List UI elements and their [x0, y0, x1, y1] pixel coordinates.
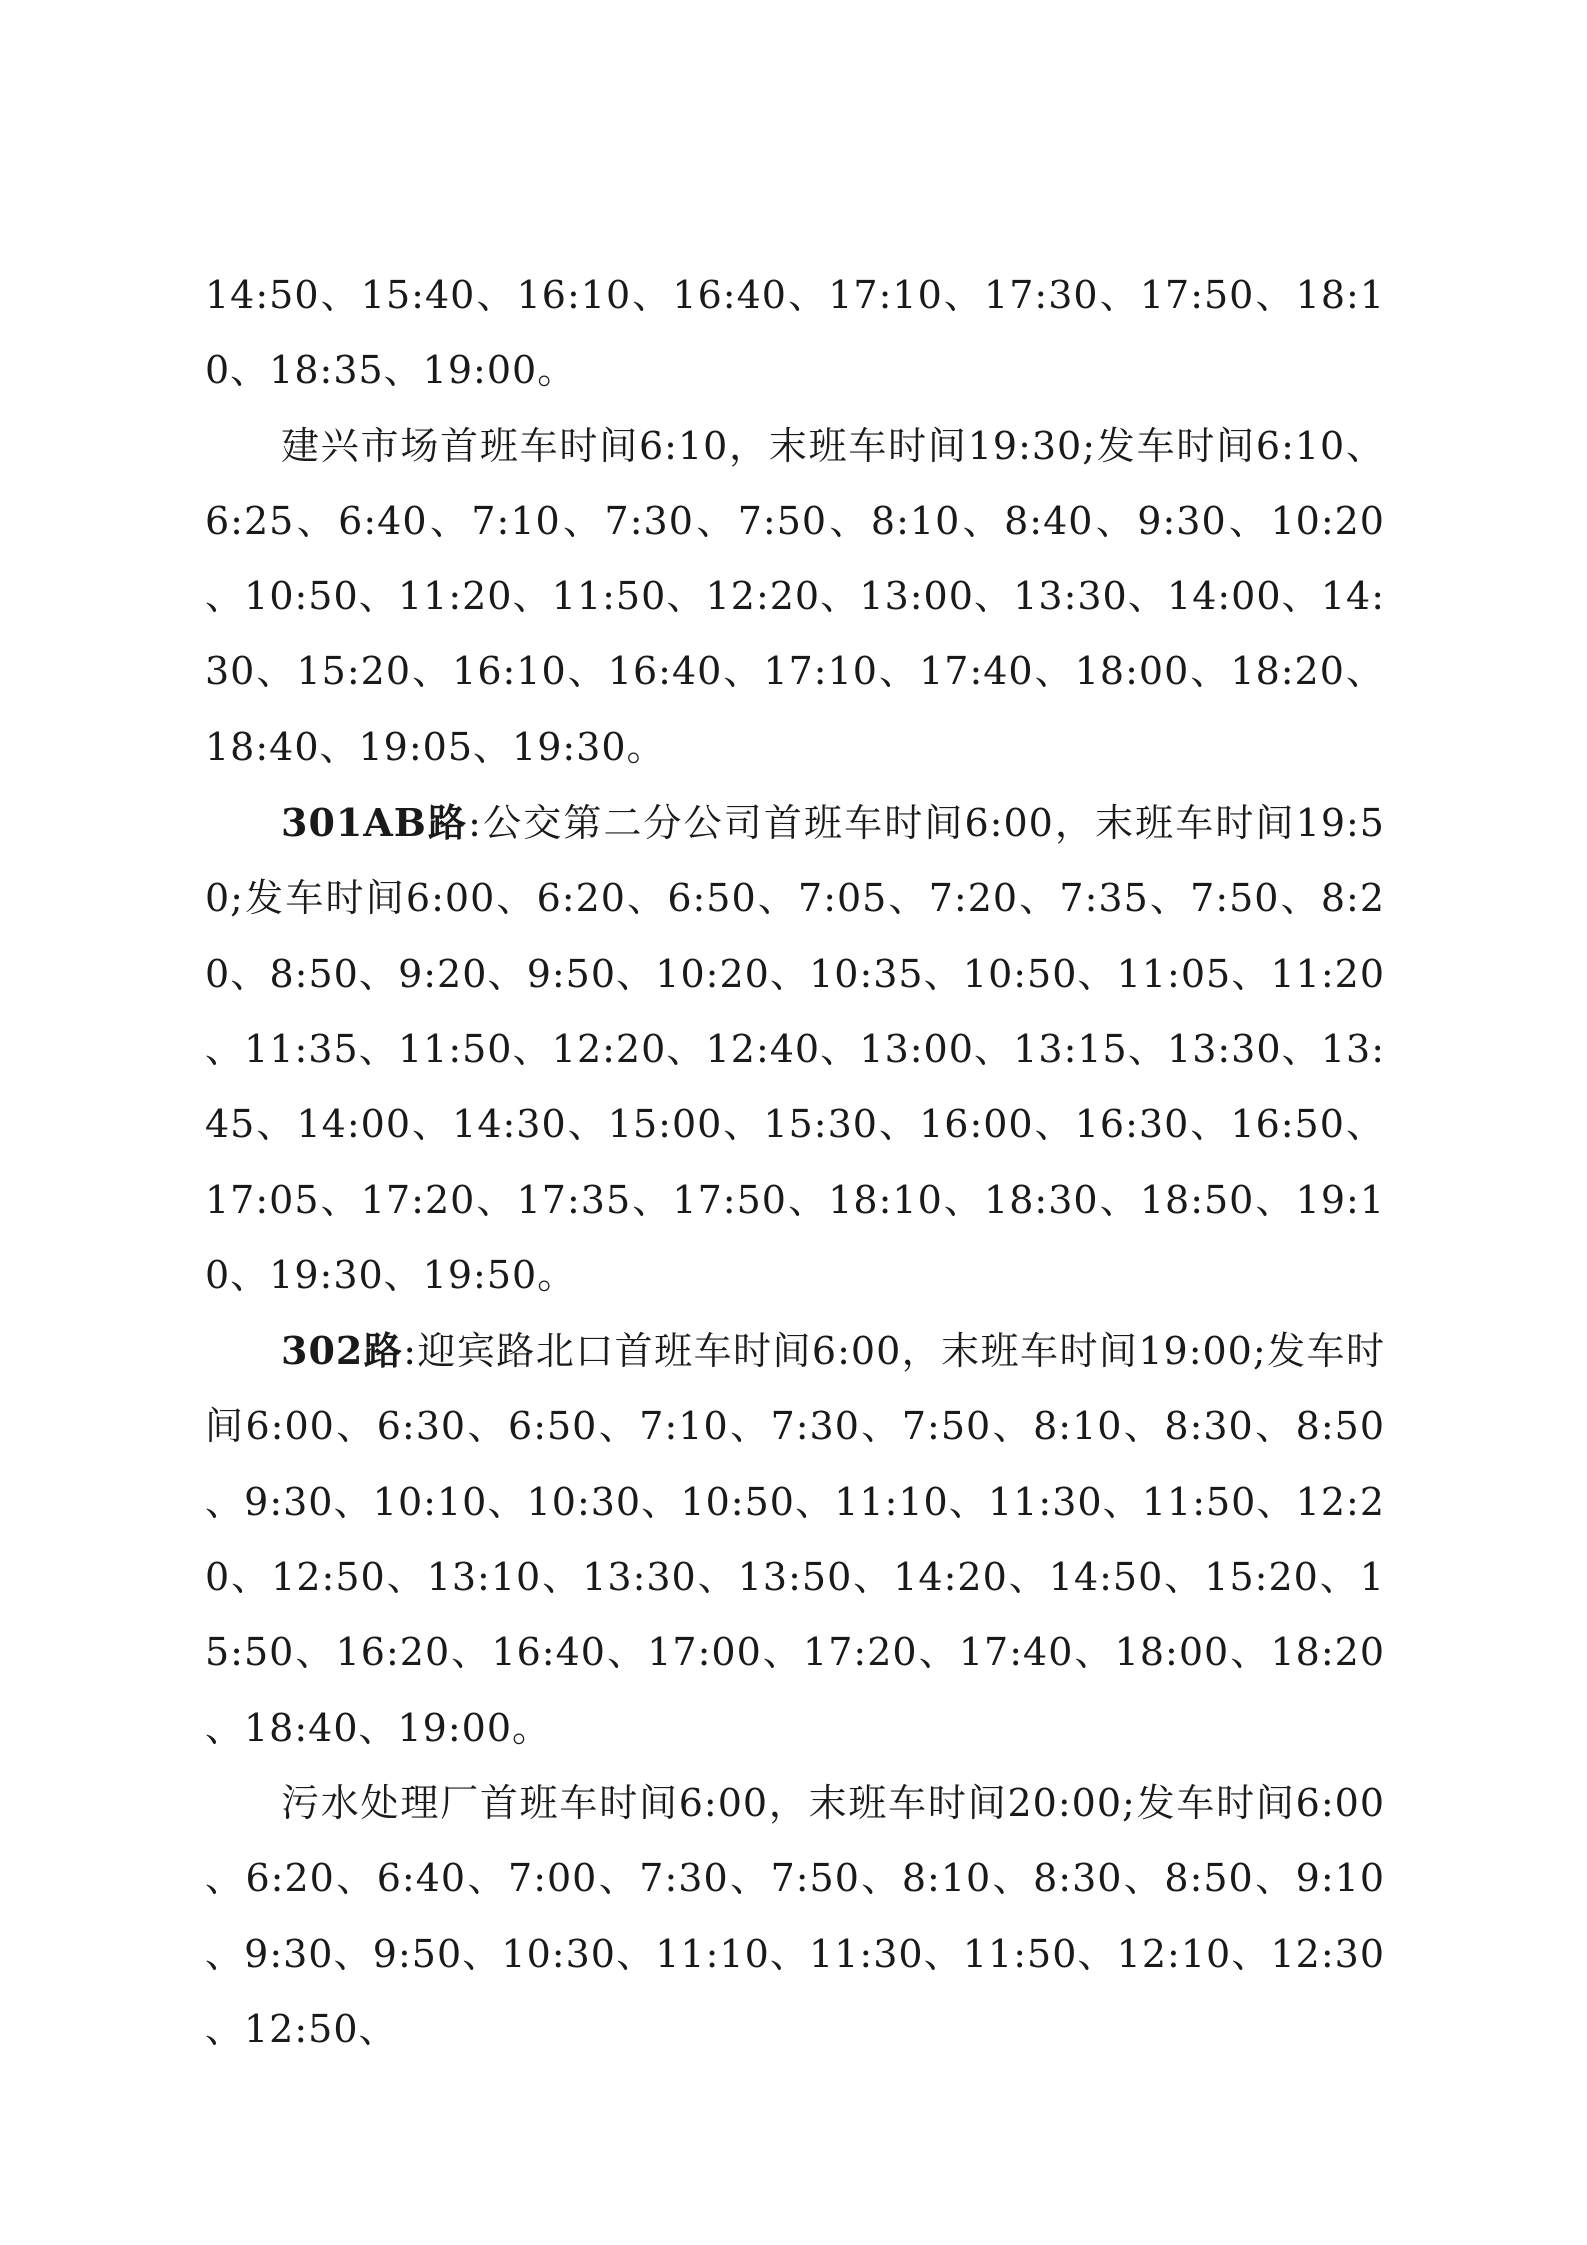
paragraph-text: 污水处理厂首班车时间6:00，末班车时间20:00;发车时间6:00、6:20、6:40、7:00、7:30、7:50、8:10、8:30、8:50、9:10、9:30、9:50、10:30、11:10、11:30、11:50、12:10、12:30、12:50、: [205, 1780, 1385, 2051]
route-name: 301AB路: [281, 800, 469, 846]
paragraph-text: :公交第二分公司首班车时间6:00，末班车时间19:50;发车时间6:00、6:20、6:50、7:05、7:20、7:35、7:50、8:20、8:50、9:20、9:50、10:20、10:35、10:50、11:05、11:20、11:35、11:50、12:20、12:40、13:00、13:15、13:30、13:45、14:00、14:30、15:00、15:30、16:00、16:30、16:50、17:05、17:20、17:35、17:50、18:10、18:30、18:50、19:10、19:30、19:50。: [205, 801, 1385, 1297]
paragraph-text: :迎宾路北口首班车时间6:00，末班车时间19:00;发车时间6:00、6:30、6:50、7:10、7:30、7:50、8:10、8:30、8:50、9:30、10:10、10:30、10:50、11:10、11:30、11:50、12:20、12:50、13:10、13:30、13:50、14:20、14:50、15:20、15:50、16:20、16:40、17:00、17:20、17:40、18:00、18:20、18:40、19:00。: [205, 1329, 1385, 1750]
paragraph-route-301ab: [205, 785, 1385, 1313]
document-body: [205, 258, 1385, 2067]
paragraph-text: 建兴市场首班车时间6:10，末班车时间19:30;发车时间6:10、6:25、6:40、7:10、7:30、7:50、8:10、8:40、9:30、10:20、10:50、11:20、11:50、12:20、13:00、13:30、14:00、14:30、15:20、16:10、16:40、17:10、17:40、18:00、18:20、18:40、19:05、19:30。: [205, 423, 1385, 769]
paragraph-sewage-plant-schedule: [205, 1766, 1385, 2067]
paragraph-text: 14:50、15:40、16:10、16:40、17:10、17:30、17:50、18:10、18:35、19:00。: [205, 273, 1385, 393]
paragraph-jianxing-market-schedule: [205, 409, 1385, 785]
paragraph-route-302: [205, 1313, 1385, 1766]
paragraph-schedule-continued: [205, 258, 1385, 409]
route-name: 302路: [281, 1328, 404, 1374]
